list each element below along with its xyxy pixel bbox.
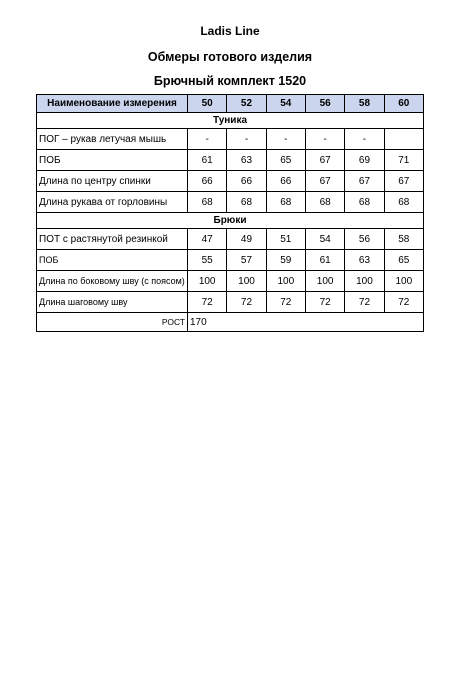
measurement-value: 65 — [384, 250, 423, 271]
table-row — [37, 192, 424, 213]
measurement-value: 66 — [266, 171, 305, 192]
section-row — [37, 113, 424, 129]
measurement-value: 65 — [266, 150, 305, 171]
table-row — [37, 229, 424, 250]
measurement-value: 72 — [345, 292, 384, 313]
table-row — [37, 292, 424, 313]
section-title-tunic: Туника — [37, 113, 424, 129]
measurement-value — [384, 129, 423, 150]
size-header: 60 — [384, 95, 423, 113]
measurement-value: 67 — [305, 171, 344, 192]
measurement-value: 59 — [266, 250, 305, 271]
height-label: РОСТ — [37, 313, 188, 332]
measurement-value: 56 — [345, 229, 384, 250]
measurement-value: 49 — [227, 229, 266, 250]
table-header-row — [37, 95, 424, 113]
document-title: Обмеры готового изделия — [147, 50, 313, 64]
measurement-value: 100 — [305, 271, 344, 292]
measurement-value: 100 — [227, 271, 266, 292]
measurement-value: 67 — [384, 171, 423, 192]
table-row — [37, 150, 424, 171]
measurement-label: Длина по центру спинки — [37, 171, 188, 192]
measurement-value: 68 — [384, 192, 423, 213]
measurement-value: 67 — [305, 150, 344, 171]
section-row — [37, 213, 424, 229]
measurement-label: Длина по боковому шву (с поясом) — [37, 271, 188, 292]
size-header: 54 — [266, 95, 305, 113]
measurement-value: 66 — [188, 171, 227, 192]
measurement-value: - — [266, 129, 305, 150]
size-header: 58 — [345, 95, 384, 113]
size-header: 56 — [305, 95, 344, 113]
measurement-value: 67 — [345, 171, 384, 192]
measurement-value: 61 — [305, 250, 344, 271]
measurement-value: 72 — [266, 292, 305, 313]
size-header: 52 — [227, 95, 266, 113]
measurement-value: 51 — [266, 229, 305, 250]
height-value: 170 — [188, 313, 424, 332]
document-subtitle: Брючный комплект 1520 — [153, 74, 307, 88]
measurement-label: Длина шаговому шву — [37, 292, 188, 313]
height-row — [37, 313, 424, 332]
measurement-value: 72 — [188, 292, 227, 313]
measurement-value: 68 — [305, 192, 344, 213]
measurement-value: 68 — [227, 192, 266, 213]
size-header: 50 — [188, 95, 227, 113]
measurement-value: 100 — [384, 271, 423, 292]
measurement-value: 69 — [345, 150, 384, 171]
measurement-label: ПОТ с растянутой резинкой — [37, 229, 188, 250]
measurement-value: - — [227, 129, 266, 150]
measurement-label: ПОГ – рукав летучая мышь — [37, 129, 188, 150]
measurement-value: 54 — [305, 229, 344, 250]
measurement-value: 72 — [384, 292, 423, 313]
measurement-value: 61 — [188, 150, 227, 171]
table-row — [37, 171, 424, 192]
measurement-value: 100 — [188, 271, 227, 292]
measurement-value: - — [188, 129, 227, 150]
brand-name: Ladis Line — [200, 24, 260, 38]
table-row — [37, 271, 424, 292]
measurement-value: - — [305, 129, 344, 150]
measurement-name-header: Наименование измерения — [37, 95, 188, 113]
measurement-value: 100 — [345, 271, 384, 292]
measurements-table — [36, 94, 424, 332]
measurement-value: 63 — [227, 150, 266, 171]
measurement-label: Длина рукава от горловины — [37, 192, 188, 213]
measurement-value: 68 — [345, 192, 384, 213]
measurement-value: 100 — [266, 271, 305, 292]
measurement-value: 72 — [227, 292, 266, 313]
measurement-label: ПОБ — [37, 250, 188, 271]
measurement-value: 68 — [266, 192, 305, 213]
measurement-value: 55 — [188, 250, 227, 271]
measurement-value: 71 — [384, 150, 423, 171]
measurement-label: ПОБ — [37, 150, 188, 171]
measurement-value: 68 — [188, 192, 227, 213]
measurement-value: 58 — [384, 229, 423, 250]
measurement-value: 57 — [227, 250, 266, 271]
measurement-value: - — [345, 129, 384, 150]
table-row — [37, 250, 424, 271]
section-title-trousers: Брюки — [37, 213, 424, 229]
table-row — [37, 129, 424, 150]
measurement-value: 72 — [305, 292, 344, 313]
measurement-value: 66 — [227, 171, 266, 192]
measurement-value: 47 — [188, 229, 227, 250]
measurement-value: 63 — [345, 250, 384, 271]
